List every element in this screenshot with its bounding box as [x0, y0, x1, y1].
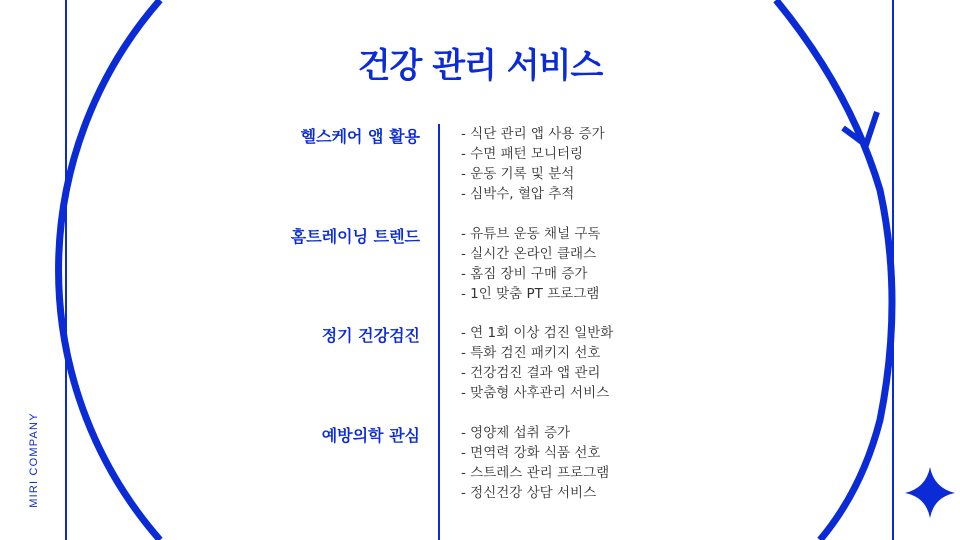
category-label: 정기 건강검진: [321, 326, 420, 345]
list-item: - 면역력 강화 식품 선호: [461, 445, 601, 461]
brand-label: MIRI COMPANY: [28, 412, 40, 508]
list-item: - 스트레스 관리 프로그램: [461, 465, 610, 481]
list-item: - 운동 기록 및 분석: [461, 166, 575, 182]
list-item: - 건강검진 결과 앱 관리: [461, 365, 601, 381]
list-item: - 유튜브 운동 채널 구독: [461, 226, 601, 242]
list-item: - 식단 관리 앱 사용 증가: [461, 126, 605, 142]
list-item: - 홈짐 장비 구매 증가: [461, 266, 588, 282]
list-item: - 특화 검진 패키지 선호: [461, 345, 601, 361]
item-list: [461, 124, 605, 204]
list-item: - 정신건강 상담 서비스: [461, 485, 597, 501]
category-label: 헬스케어 앱 활용: [300, 127, 420, 146]
page-title: 건강 관리 서비스: [357, 46, 603, 86]
category-label: 예방의학 관심: [321, 426, 420, 445]
list-item: - 수면 패턴 모니터링: [461, 146, 584, 162]
center-divider: [438, 124, 440, 540]
list-item: - 맞춤형 사후관리 서비스: [461, 385, 610, 401]
list-item: - 영양제 섭취 증가: [461, 425, 571, 441]
category-label: 홈트레이닝 트렌드: [290, 227, 420, 246]
list-item: - 연 1회 이상 검진 일반화: [461, 325, 614, 341]
sparkle-star-icon: [905, 467, 955, 518]
list-item: - 1인 맞춤 PT 프로그램: [461, 286, 600, 302]
item-list: [461, 423, 609, 503]
list-item: - 심박수, 혈압 추적: [461, 186, 575, 202]
item-list: [461, 323, 613, 403]
list-item: - 실시간 온라인 클래스: [461, 246, 597, 262]
item-list: [461, 224, 600, 304]
